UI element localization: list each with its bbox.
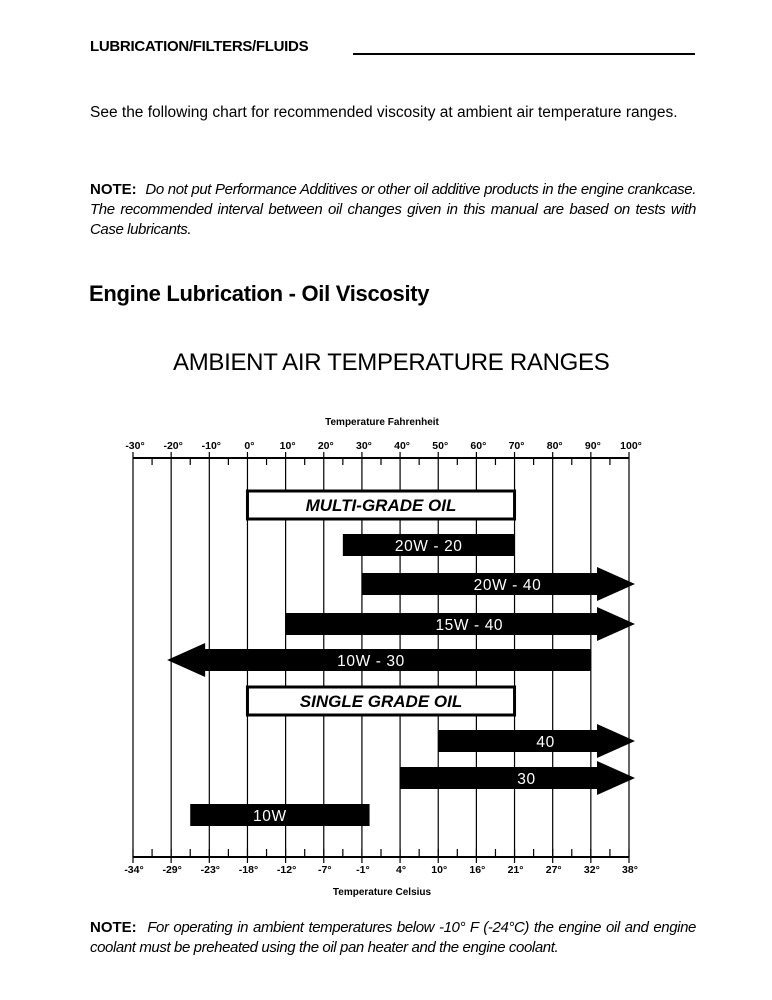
- range-bar-label: 20W - 20: [394, 538, 463, 555]
- fahrenheit-tick-label: 80°: [546, 440, 563, 452]
- fahrenheit-tick-label: 100°: [620, 440, 642, 452]
- fahrenheit-tick-label: 60°: [470, 440, 487, 452]
- celsius-tick-label: -7°: [317, 864, 332, 876]
- range-bar-label: 40: [536, 734, 555, 751]
- celsius-tick-label: 38°: [622, 864, 638, 876]
- fahrenheit-tick-label: 70°: [508, 440, 525, 452]
- fahrenheit-tick-label: 40°: [394, 440, 411, 452]
- celsius-tick-label: -12°: [276, 864, 297, 876]
- range-bar-label: 20W - 40: [473, 577, 542, 594]
- celsius-tick-label: -34°: [124, 864, 144, 876]
- celsius-tick-label: 10°: [431, 864, 448, 876]
- range-bar-label: 30: [517, 771, 536, 788]
- fahrenheit-tick-label: 10°: [279, 440, 296, 452]
- range-bar-label: 15W - 40: [435, 617, 504, 634]
- group-label: MULTI-GRADE OIL: [305, 496, 457, 515]
- celsius-tick-label: -29°: [162, 864, 182, 876]
- fahrenheit-tick-label: 20°: [317, 440, 334, 452]
- chart-title: AMBIENT AIR TEMPERATURE RANGES: [173, 349, 610, 376]
- fahrenheit-tick-label: 0°: [244, 440, 255, 452]
- fahrenheit-axis-title: Temperature Fahrenheit: [325, 417, 439, 428]
- range-bar-label: 10W: [253, 808, 287, 825]
- fahrenheit-tick-label: 90°: [584, 440, 601, 452]
- note-text: For operating in ambient temperatures below -10° F (-24°C) the engine oil and engine coolant must be preheated using the oil pan heater and the engine coolant.: [90, 919, 696, 956]
- celsius-tick-label: -23°: [200, 864, 220, 876]
- intro-paragraph: See the following chart for recommended viscosity at ambient air temperature ranges.: [90, 104, 678, 121]
- fahrenheit-tick-label: -30°: [125, 440, 145, 452]
- celsius-tick-label: 4°: [396, 864, 407, 876]
- celsius-axis-title: Temperature Celsius: [332, 887, 432, 898]
- celsius-tick-label: -18°: [238, 864, 259, 876]
- celsius-tick-label: 21°: [507, 864, 524, 876]
- note-label: NOTE:: [90, 181, 137, 198]
- note-label: NOTE:: [90, 919, 137, 936]
- group-label: SINGLE GRADE OIL: [299, 692, 463, 711]
- section-header: LUBRICATION/FILTERS/FLUIDS: [90, 38, 309, 55]
- range-bar-label: 10W - 30: [337, 653, 405, 670]
- fahrenheit-tick-label: 50°: [432, 440, 449, 452]
- celsius-tick-label: -1°: [356, 864, 370, 876]
- celsius-tick-label: 16°: [469, 864, 486, 876]
- celsius-tick-label: 27°: [545, 864, 562, 876]
- fahrenheit-tick-label: -10°: [201, 440, 221, 452]
- fahrenheit-tick-label: -20°: [163, 440, 183, 452]
- note-text: Do not put Performance Additives or other oil additive products in the engine crankcase. The recommended interval between oil changes given in this manual are based on tests with Case lubricants.: [90, 181, 696, 238]
- fahrenheit-tick-label: 30°: [355, 440, 372, 452]
- note-preheat: [90, 918, 696, 958]
- page-title: Engine Lubrication - Oil Viscosity: [89, 281, 430, 306]
- celsius-tick-label: 32°: [583, 864, 600, 876]
